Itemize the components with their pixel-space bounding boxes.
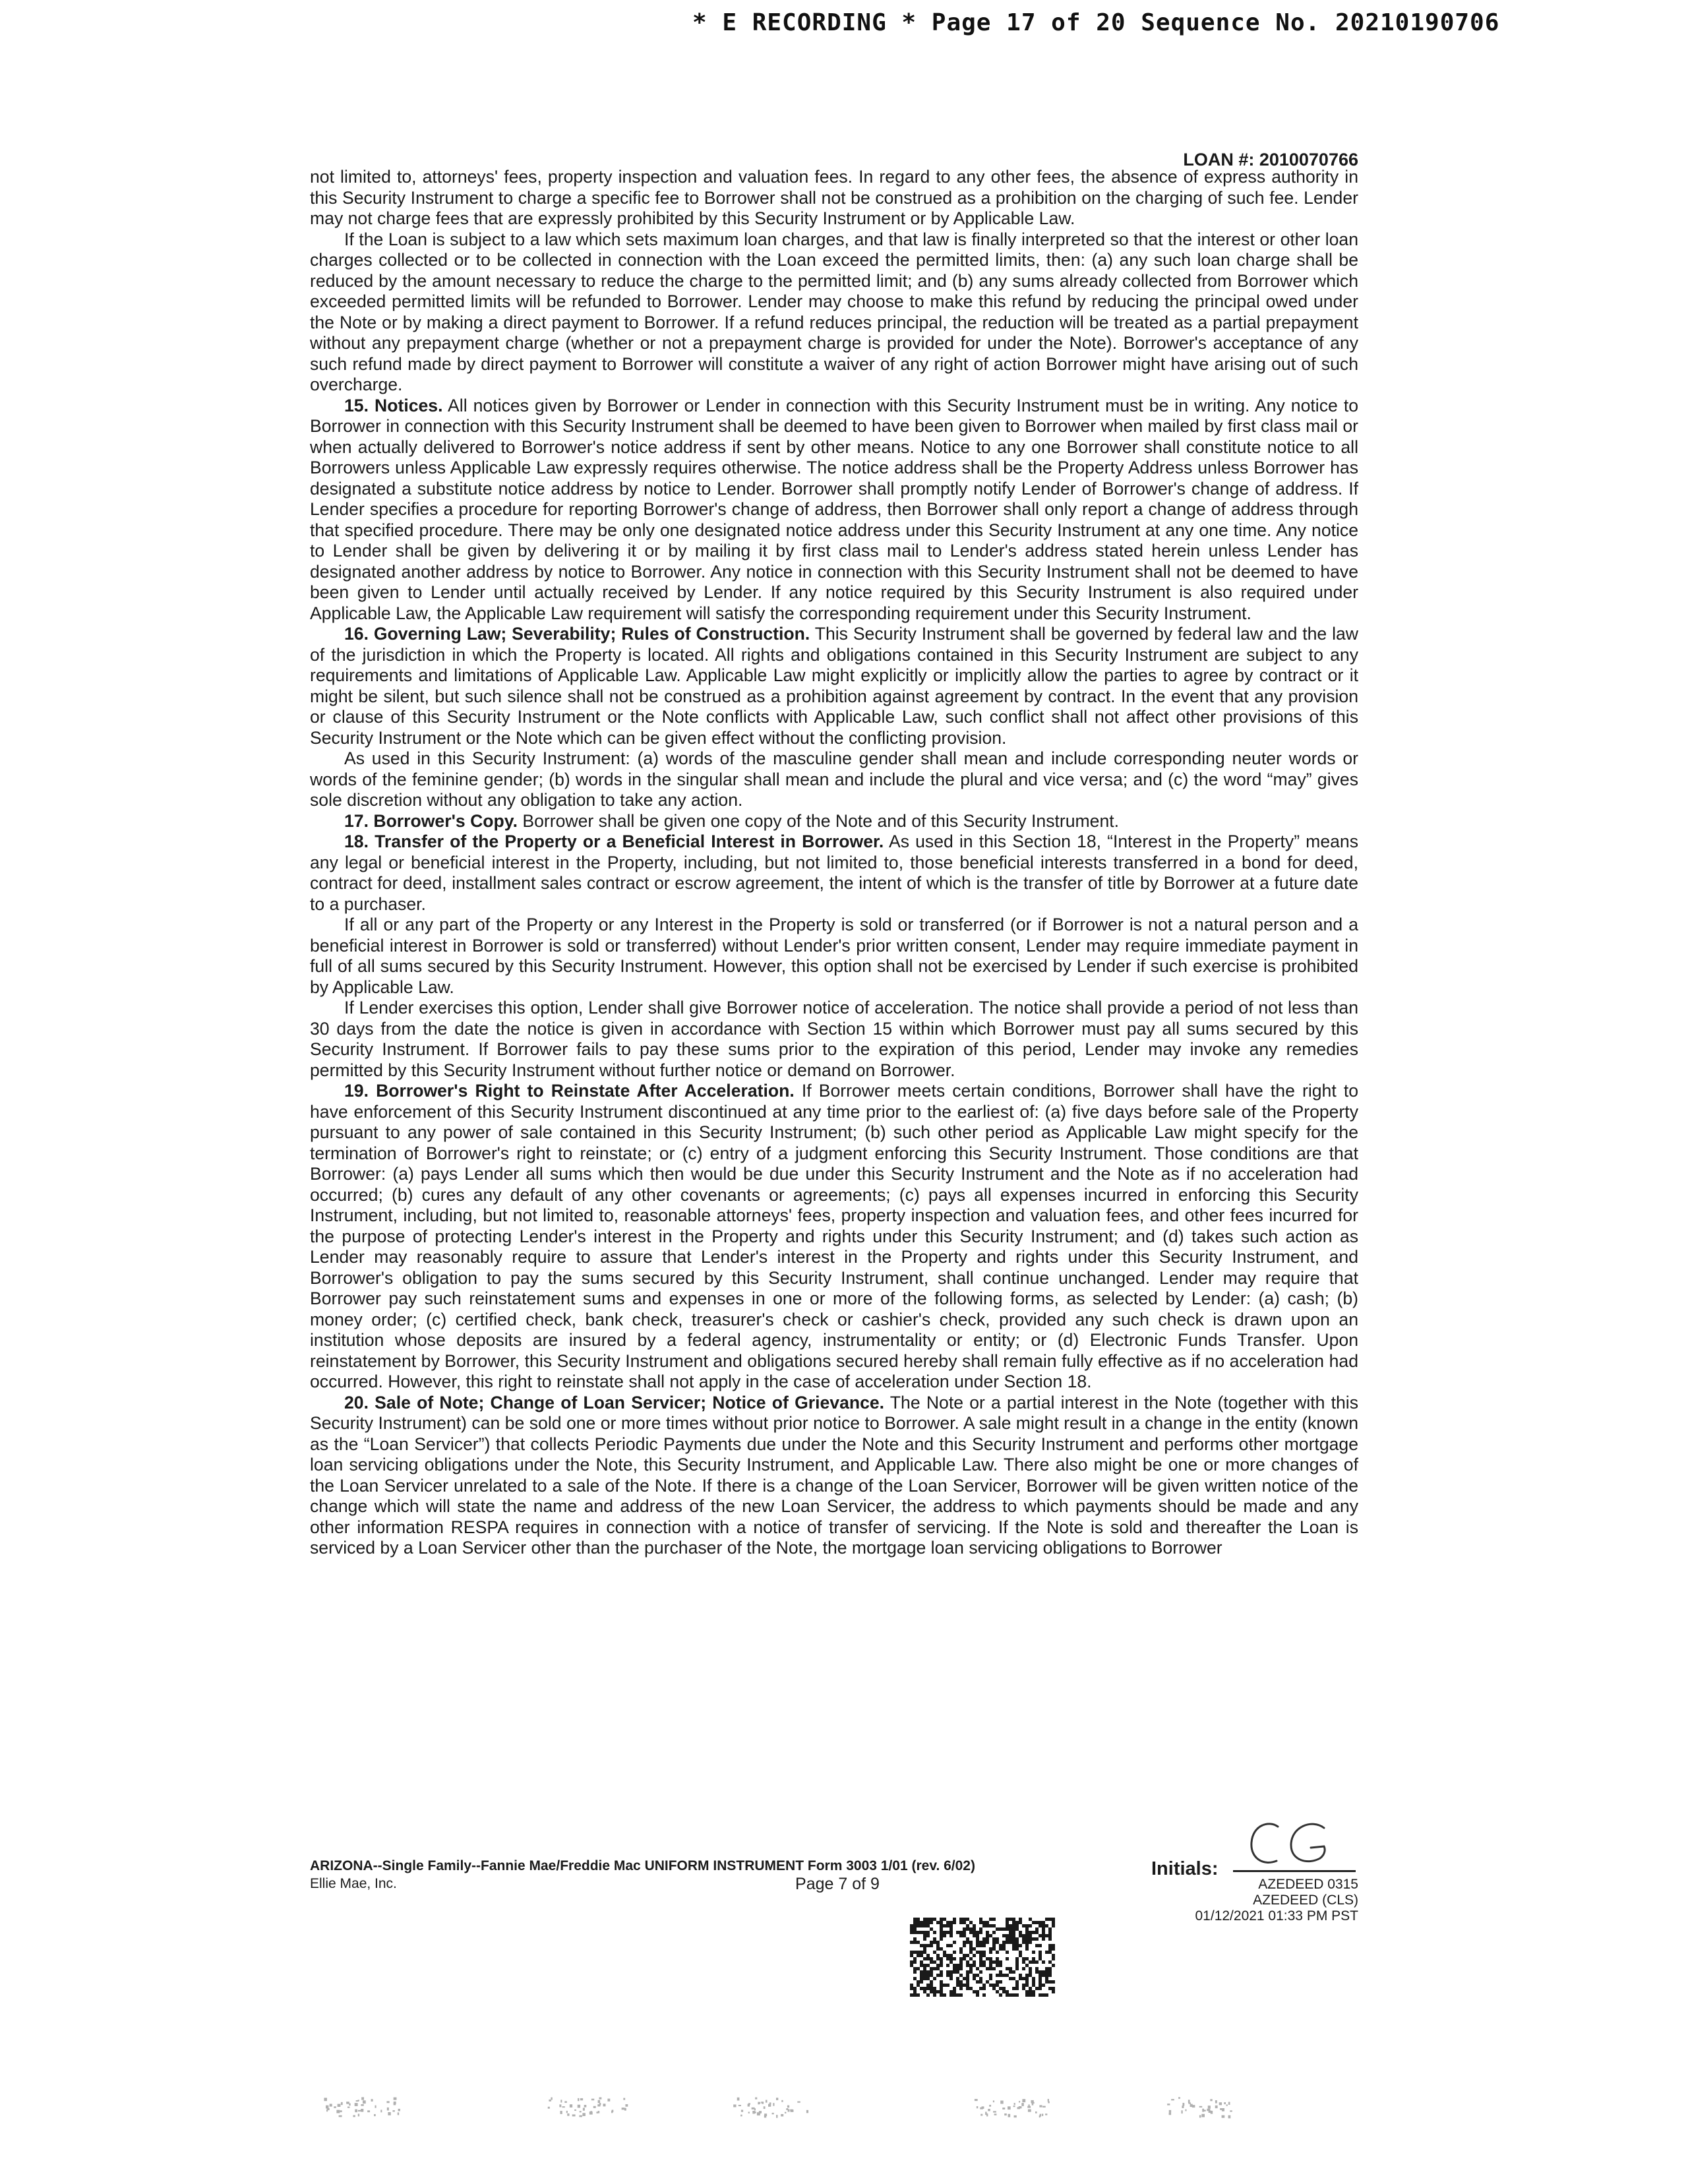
initials-label: Initials: [1151, 1858, 1219, 1879]
section-heading: 20. Sale of Note; Change of Loan Servicer; Notice of Grievance. [344, 1392, 885, 1412]
section-heading: 17. Borrower's Copy. [344, 810, 518, 831]
initials-line [1233, 1870, 1356, 1872]
section-heading: 19. Borrower's Right to Reinstate After Acceleration. [344, 1081, 795, 1101]
section-19-reinstate [310, 1081, 1358, 1393]
section-15-notices [310, 396, 1358, 624]
scan-noise [310, 2094, 1233, 2120]
loan-number: LOAN #: 2010070766 [1183, 150, 1358, 169]
timestamp: 01/12/2021 01:33 PM PST [1195, 1908, 1358, 1924]
paragraph-text: If the Loan is subject to a law which sets maximum loan charges, and that law is finally interpreted so that the interest or other loan charges collected or to be collected in connection with the Loan exceed the permitted limits, then: (a) any such loan charge shall be reduced by the amount necessary to reduce the charge to the permitted limit; and (b) any sums already collected from Borrower which exceeded permitted limits will be refunded to Borrower. Lender may choose to make this refund by reducing the principal owed under the Note or by making a direct payment to Borrower. If a refund reduces principal, the reduction will be treated as a partial prepayment without any prepayment charge (whether or not a prepayment charge is provided for under the Note). Borrower's acceptance of any such refund made by direct payment to Borrower will constitute a waiver of any right of action Borrower might have arising out of such overcharge. [310, 229, 1358, 394]
section-16-governing-law [310, 624, 1358, 748]
paragraph-text: If all or any part of the Property or any Interest in the Property is sold or transferred (or if Borrower is not a natural person and a beneficial interest in Borrower is sold or transferred) without Lender's prior written consent, Lender may require immediate payment in full of all sums secured by this Security Instrument. However, this option shall not be exercised by Lender if such exercise is prohibited by Applicable Law. [310, 915, 1358, 997]
section-heading: 18. Transfer of the Property or a Beneficial Interest in Borrower. [344, 832, 884, 851]
form-code: AZEDEED 0315 [1258, 1877, 1358, 1892]
recording-header: * E RECORDING * Page 17 of 20 Sequence No. 20210190706 [692, 9, 1500, 36]
paragraph [310, 167, 1358, 229]
paragraph-text: If Borrower meets certain conditions, Borrower shall have the right to have enforcement of this Security Instrument discontinued at any time prior to the earliest of: (a) five days before sale of the Property pursuant to any power of sale contained in this Security Instrument; (b) such other period as Applicable Law might specify for the termination of Borrower's right to reinstate; or (c) entry of a judgment enforcing this Security Instrument. Those conditions are that Borrower: (a) pays Lender all sums which then would be due under this Security Instrument and the Note as if no acceleration had occurred; (b) cures any default of any other covenants or agreements; (c) pays all expenses incurred in enforcing this Security Instrument, including, but not limited to, reasonable attorneys' fees, property inspection and valuation fees, and other fees incurred for the purpose of protecting Lender's interest in the Property and rights under this Security Instrument; and (d) takes such action as Lender may reasonably require to assure that Lender's interest in the Property and rights under this Security Instrument, and Borrower's obligation to pay the sums secured by this Security Instrument, shall continue unchanged. Lender may require that Borrower pay such reinstatement sums and expenses in one or more of the following forms, as selected by Lender: (a) cash; (b) money order; (c) certified check, bank check, treasurer's check or cashier's check, provided any such check is drawn upon an institution whose deposits are insured by a federal agency, instrumentality or entity; or (d) Electronic Funds Transfer. Upon reinstatement by Borrower, this Security Instrument and obligations secured hereby shall remain fully effective as if no acceleration had occurred. However, this right to reinstate shall not apply in the case of acceleration under Section 18. [310, 1081, 1358, 1391]
paragraph-text: All notices given by Borrower or Lender in connection with this Security Instrument must be in writing. Any notice to Borrower in connection with this Security Instrument shall be deemed to have been given to Borrower when mailed by first class mail or when actually delivered to Borrower's notice address if sent by other means. Notice to any one Borrower shall constitute notice to all Borrowers unless Applicable Law expressly requires otherwise. The notice address shall be the Property Address unless Borrower has designated a substitute notice address by notice to Lender. Borrower shall promptly notify Lender of Borrower's change of address. If Lender specifies a procedure for reporting Borrower's change of address, then Borrower shall only report a change of address through that specified procedure. There may be only one designated notice address under this Security Instrument at any one time. Any notice to Lender shall be given by delivering it or by mailing it by first class mail to Lender's address stated herein unless Lender has designated another address by notice to Borrower. Any notice in connection with this Security Instrument shall not be deemed to have been given to Lender until actually received by Lender. If any notice required by this Security Instrument is also required under Applicable Law, the Applicable Law requirement will satisfy the corresponding requirement under this Security Instrument. [310, 395, 1358, 623]
section-20-sale-of-note [310, 1393, 1358, 1559]
company-name: Ellie Mae, Inc. [310, 1876, 397, 1891]
paragraph [310, 915, 1358, 998]
form-code-cls: AZEDEED (CLS) [1253, 1893, 1358, 1908]
section-heading: 16. Governing Law; Severability; Rules of Construction. [344, 624, 810, 644]
paragraph-text: As used in this Section 18, “Interest in the Property” means any legal or beneficial interest in the Property, including, but not limited to, those beneficial interests transferred in a bond for deed, contract for deed, installment sales contract or escrow agreement, the intent of which is the transfer of title by Borrower at a future date to a purchaser. [310, 832, 1358, 914]
section-heading: 15. Notices. [344, 395, 443, 415]
initials-signature [1240, 1812, 1352, 1875]
paragraph [310, 229, 1358, 396]
paragraph-text: As used in this Security Instrument: (a) words of the masculine gender shall mean and include corresponding neuter words or words of the feminine gender; (b) words in the singular shall mean and include the plural and vice versa; and (c) the word “may” gives sole discretion without any obligation to take any action. [310, 748, 1358, 810]
paragraph-text: not limited to, attorneys' fees, property inspection and valuation fees. In regard to any other fees, the absence of express authority in this Security Instrument to charge a specific fee to Borrower shall not be construed as a prohibition on the charging of such fee. Lender may not charge fees that are expressly prohibited by this Security Instrument or by Applicable Law. [310, 167, 1358, 228]
page-number: Page 7 of 9 [795, 1875, 880, 1893]
2d-barcode [910, 1918, 1055, 1997]
form-title: ARIZONA--Single Family--Fannie Mae/Freddie Mac UNIFORM INSTRUMENT Form 3003 1/01 (rev. 6/02) [310, 1858, 975, 1873]
section-18-transfer [310, 832, 1358, 915]
paragraph-text: This Security Instrument shall be governed by federal law and the law of the jurisdiction in which the Property is located. All rights and obligations contained in this Security Instrument are subject to any requirements and limitations of Applicable Law. Applicable Law might explicitly or implicitly allow the parties to agree by contract or it might be silent, but such silence shall not be construed as a prohibition against agreement by contract. In the event that any provision or clause of this Security Instrument or the Note conflicts with Applicable Law, such conflict shall not affect other provisions of this Security Instrument or the Note which can be given effect without the conflicting provision. [310, 624, 1358, 748]
document-body [310, 167, 1358, 1559]
footer-codes [1121, 1877, 1358, 1924]
paragraph [310, 748, 1358, 811]
section-17-borrowers-copy [310, 811, 1358, 832]
paragraph-text: If Lender exercises this option, Lender shall give Borrower notice of acceleration. The notice shall provide a period of not less than 30 days from the date the notice is given in accordance with Section 15 within which Borrower must pay all sums secured by this Security Instrument. If Borrower fails to pay these sums prior to the expiration of this period, Lender may invoke any remedies permitted by this Security Instrument without further notice or demand on Borrower. [310, 998, 1358, 1080]
paragraph-text: Borrower shall be given one copy of the Note and of this Security Instrument. [517, 810, 1120, 831]
paragraph [310, 998, 1358, 1081]
paragraph-text: The Note or a partial interest in the Note (together with this Security Instrument) can be sold one or more times without prior notice to Borrower. A sale might result in a change in the entity (known as the “Loan Servicer”) that collects Periodic Payments due under the Note and this Security Instrument and performs other mortgage loan servicing obligations under the Note, this Security Instrument, and Applicable Law. There also might be one or more changes of the Loan Servicer unrelated to a sale of the Note. If there is a change of the Loan Servicer, Borrower will be given written notice of the change which will state the name and address of the new Loan Servicer, the address to which payments should be made and any other information RESPA requires in connection with a notice of transfer of servicing. If the Note is sold and thereafter the Loan is serviced by a Loan Servicer other than the purchaser of the Note, the mortgage loan servicing obligations to Borrower [310, 1392, 1359, 1558]
